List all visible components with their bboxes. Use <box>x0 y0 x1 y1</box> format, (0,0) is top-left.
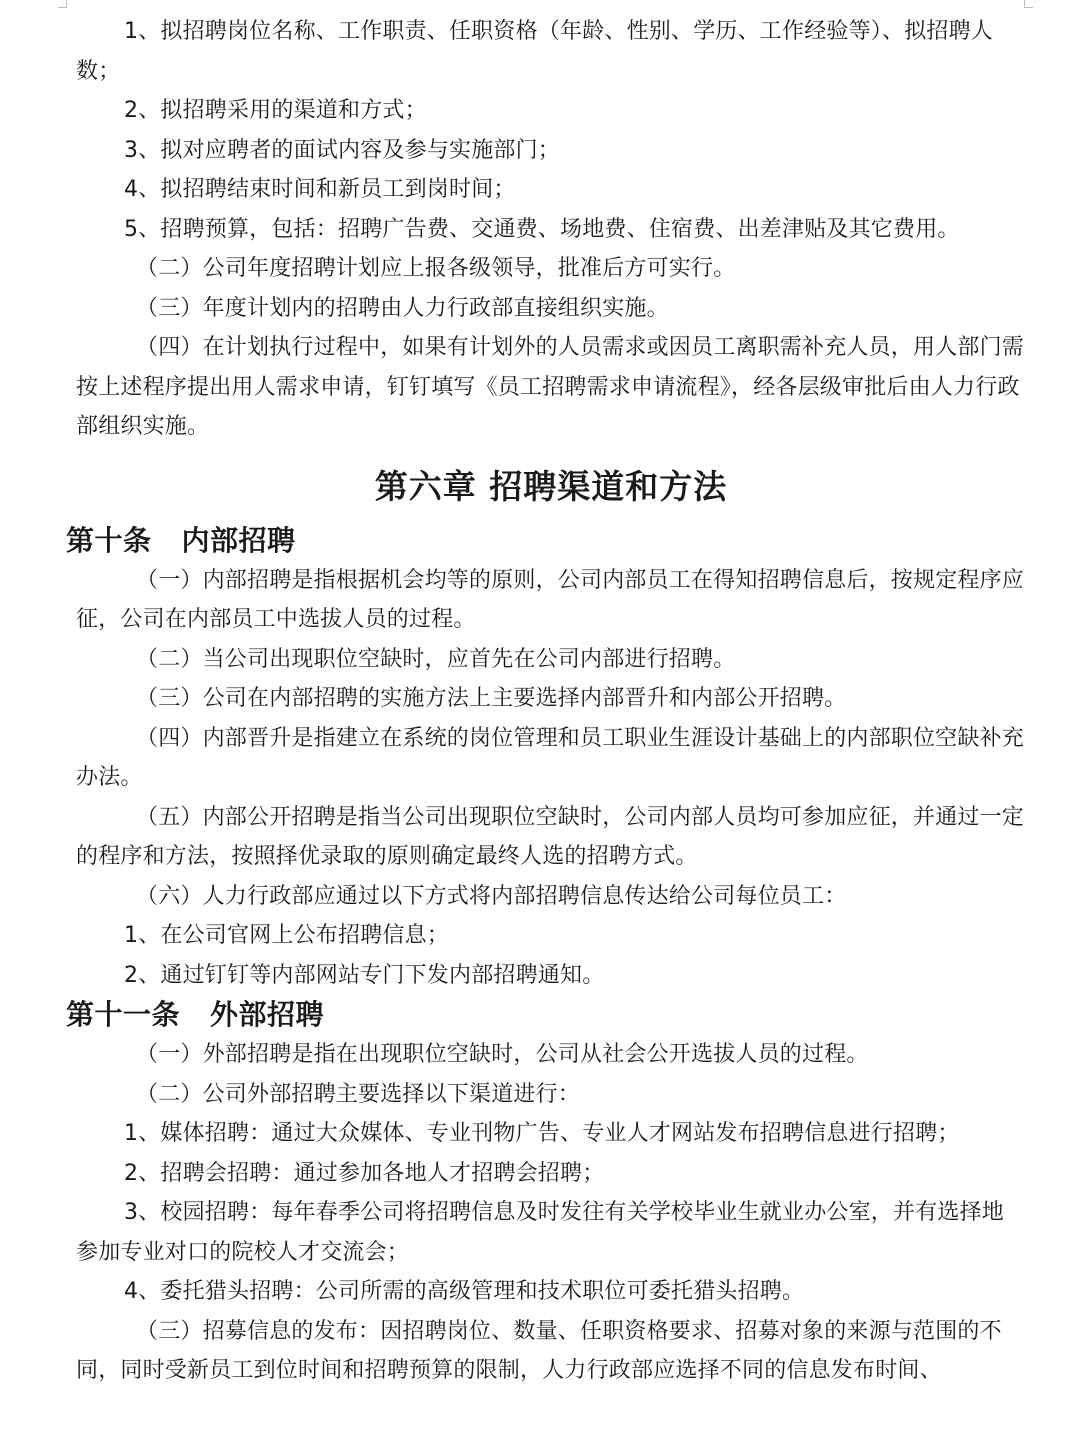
list-item: 5、招聘预算，包括：招聘广告费、交通费、场地费、住宿费、出差津贴及其它费用。 <box>124 216 960 242</box>
paragraph: （二）当公司出现职位空缺时，应首先在公司内部进行招聘。 <box>136 646 736 672</box>
list-item: 4、拟招聘结束时间和新员工到岗时间； <box>124 177 516 202</box>
paragraph: （六）人力行政部应通过以下方式将内部招聘信息传达给公司每位员工： <box>136 883 847 909</box>
list-item: 3、拟对应聘者的面试内容及参与实施部门； <box>124 137 560 163</box>
paragraph: （五）内部公开招聘是指当公司出现职位空缺时，公司内部人员均可参加应征，并通过一定的程序和方法，按照择优录取的原则确定最终人选的招聘方式。 <box>76 804 1025 869</box>
paragraph: （四）内部晋升是指建立在系统的岗位管理和员工职业生涯设计基础上的内部职位空缺补充办法。 <box>76 725 1025 790</box>
article-heading <box>66 995 1026 1035</box>
document-page <box>66 12 1026 1391</box>
crop-mark-top-left <box>58 7 67 8</box>
list-item: 2、招聘会招聘：通过参加各地人才招聘会招聘； <box>124 1160 605 1186</box>
paragraph: （二）公司年度招聘计划应上报各级领导，批准后方可实行。 <box>136 256 736 281</box>
article-number: 第十条 <box>66 523 152 557</box>
list-item: 1、在公司官网上公布招聘信息； <box>124 923 449 948</box>
list-item: 2、通过钉钉等内部网站专门下发内部招聘通知。 <box>124 962 605 988</box>
paragraph: （三）年度计划内的招聘由人力行政部直接组织实施。 <box>136 295 669 321</box>
article-heading <box>66 521 1026 561</box>
paragraph: （一）内部招聘是指根据机会均等的原则，公司内部员工在得知招聘信息后，按规定程序应征，公司在内部员工中选拔人员的过程。 <box>76 567 1025 632</box>
list-item: 4、委托猎头招聘：公司所需的高级管理和技术职位可委托猎头招聘。 <box>124 1279 805 1304</box>
list-item: 1、拟招聘岗位名称、工作职责、任职资格（年龄、性别、学历、工作经验等）、拟招聘人数； <box>76 19 993 84</box>
crop-mark-top-right <box>1024 7 1033 8</box>
paragraph: （二）公司外部招聘主要选择以下渠道进行： <box>136 1081 581 1107</box>
paragraph: （一）外部招聘是指在出现职位空缺时，公司从社会公开选拔人员的过程。 <box>136 1042 869 1067</box>
paragraph: （三）招募信息的发布：因招聘岗位、数量、任职资格要求、招募对象的来源与范围的不同，同时受新员工到位时间和招聘预算的限制，人力行政部应选择不同的信息发布时间、 <box>76 1318 1002 1383</box>
list-item: 3、校园招聘：每年春季公司将招聘信息及时发往有关学校毕业生就业办公室，并有选择地参加专业对口的院校人才交流会； <box>76 1200 1004 1265</box>
article-title: 内部招聘 <box>181 523 296 557</box>
article-number: 第十一条 <box>66 998 181 1031</box>
paragraph: （四）在计划执行过程中，如果有计划外的人员需求或因员工离职需补充人员，用人部门需按上述程序提出用人需求申请，钉钉填写《员工招聘需求申请流程》，经各层级审批后由人力行政部组织实施。 <box>76 335 1025 439</box>
article-title: 外部招聘 <box>210 998 325 1031</box>
list-item: 1、媒体招聘：通过大众媒体、专业刊物广告、专业人才网站发布招聘信息进行招聘； <box>124 1121 960 1146</box>
list-item: 2、拟招聘采用的渠道和方式； <box>124 98 427 123</box>
paragraph: （三）公司在内部招聘的实施方法上主要选择内部晋升和内部公开招聘。 <box>136 686 847 711</box>
chapter-title: 第六章 招聘渠道和方法 <box>374 466 728 506</box>
